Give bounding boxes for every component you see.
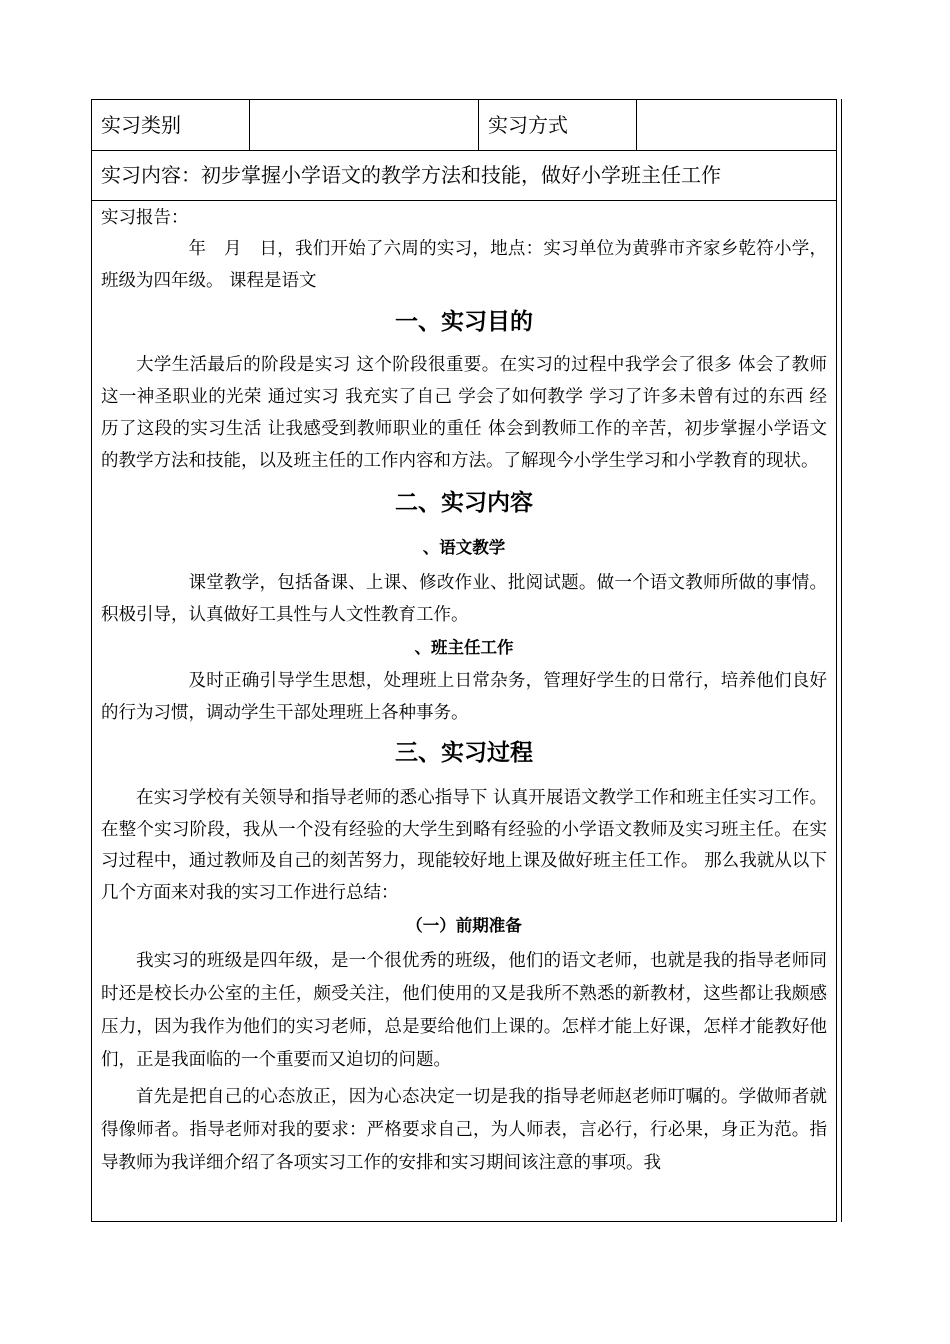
section-3-paragraph-2: 我实习的班级是四年级，是一个很优秀的班级，他们的语文老师，也就是我的指导老师同时还是校长办公室的主任，颇受关注，他们使用的又是我所不熟悉的新教材，这些都让我颇感压力，因为我作为他们的实习老师，总是要给他们上课的。怎样才能上好课，怎样才能教好他们，正是我面临的一个重要而又迫切的问题。 (101, 951, 827, 1070)
header-row (92, 100, 836, 151)
section-3-subtitle-1: （一）前期准备 (406, 916, 522, 935)
report-form-table (91, 99, 837, 1222)
section-3-paragraph-3: 首先是把自己的心态放正，因为心态决定一切是我的指导老师赵老师叮嘱的。学做师者就得像师者。指导老师对我的要求：严格要求自己，为人师表，言必行，行必果，身正为范。指导教师为我详细介绍了各项实习工作的安排和实习期间该注意的事项。我 (101, 1087, 827, 1173)
report-intro: 年 月 日，我们开始了六周的实习，地点：实习单位为黄骅市齐家乡乾符小学，班级为四年级。 课程是语文 (101, 239, 827, 291)
section-2-subtitle-1: 、语文教学 (422, 538, 506, 557)
section-1-title: 一、实习目的 (395, 309, 533, 335)
category-label: 实习类别 (92, 100, 250, 150)
section-3-paragraph-1: 在实习学校有关领导和指导老师的悉心指导下 认真开展语文教学工作和班主任实习工作。在整个实习阶段，我从一个没有经验的大学生到略有经验的小学语文教师及实习班主任。在实习过程中，通过教师及自己的刻苦努力，现能较好地上课及做好班主任工作。 那么我就从以下几个方面来对我的实习工作进行总结： (101, 788, 827, 903)
content-row: 实习内容：初步掌握小学语文的教学方法和技能，做好小学班主任工作 (92, 150, 836, 201)
section-2-paragraph-2: 及时正确引导学生思想，处理班上日常杂务，管理好学生的日常行，培养他们良好的行为习惯，调动学生干部处理班上各种事务。 (101, 671, 827, 723)
section-3-title: 三、实习过程 (395, 740, 533, 766)
section-2-paragraph-1: 课堂教学，包括备课、上课、修改作业、批阅试题。做一个语文教师所做的事情。积极引导，认真做好工具性与人文性教育工作。 (101, 573, 827, 625)
section-1-paragraph: 大学生活最后的阶段是实习 这个阶段很重要。在实习的过程中我学会了很多 体会了教师这一神圣职业的光荣 通过实习 我充实了自己 学会了如何教学 学习了许多未曾有过的东西 经历了这段的实习生活 让我感受到教师职业的重任 体会到教师工作的辛苦，初步掌握小学语文的教学方法和技能，以及班主任的工作内容和方法。了解现今小学生学习和小学教育的现状。 (101, 355, 827, 471)
report-label: 实习报告： (101, 208, 189, 228)
section-2-subtitle-2: 、班主任工作 (414, 638, 514, 657)
category-value-cell (250, 100, 479, 150)
report-body (92, 201, 836, 1221)
section-2-title: 二、实习内容 (395, 490, 533, 516)
method-value-cell (637, 100, 836, 150)
method-label: 实习方式 (479, 100, 637, 150)
